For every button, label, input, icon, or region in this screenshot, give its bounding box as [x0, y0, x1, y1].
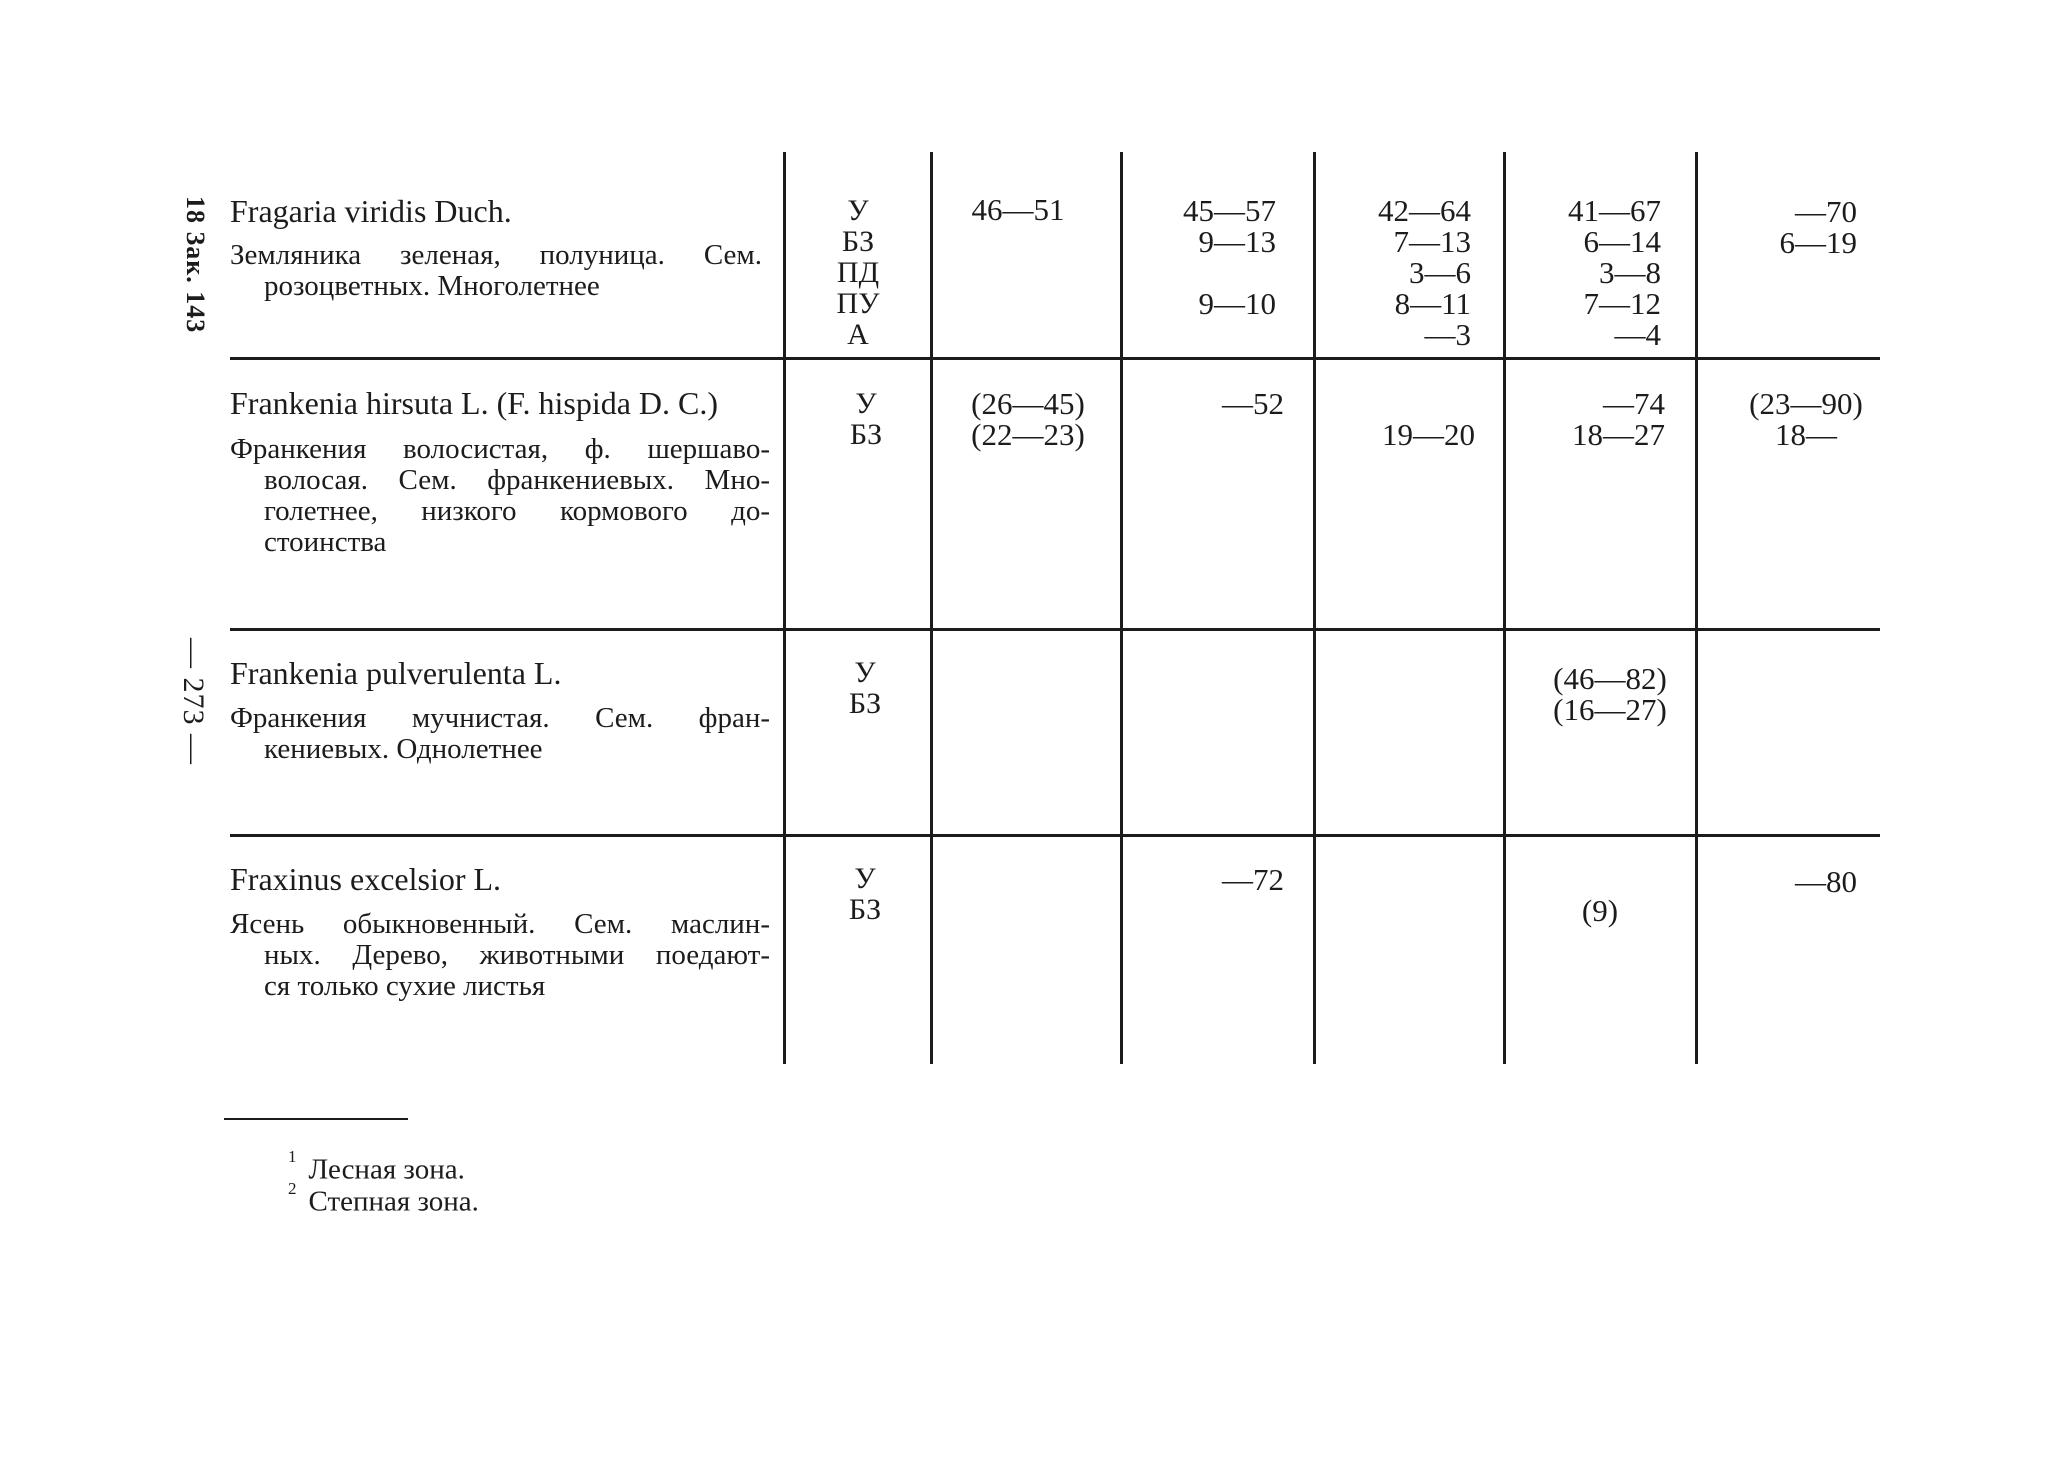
species-description — [230, 240, 762, 302]
zone-codes: У БЗ — [849, 387, 883, 451]
species-description — [230, 909, 770, 1002]
value-cell: 46—51 — [971, 192, 1065, 227]
value-cell: —74 18—27 — [1572, 386, 1665, 452]
value-cell: 42—64 7—13 3—6 8—11 —3 — [1378, 193, 1471, 352]
value-cell: (23—90) 18— — [1749, 386, 1863, 452]
description-line: голетнее, низкого кормового до- — [264, 495, 770, 527]
page-number: — 273 — — [177, 638, 210, 765]
description-line: Земляника зеленая, полуница. Сем. — [230, 239, 762, 271]
species-latin-name: Fraxinus excelsior L. — [230, 861, 502, 897]
value-cell: —52 — [1222, 386, 1284, 421]
value-cell: —80 — [1795, 864, 1857, 899]
column-divider — [783, 152, 786, 1064]
description-line: ся только сухие листья — [264, 970, 546, 1002]
description-line: Ясень обыкновенный. Сем. маслин- — [230, 908, 770, 940]
value-cell: —72 — [1222, 862, 1284, 897]
description-line: кениевых. Однолетнее — [264, 733, 543, 765]
species-description — [230, 703, 770, 765]
description-line: Франкения мучнистая. Сем. фран- — [230, 702, 770, 734]
value-cell: (9) — [1581, 893, 1619, 928]
footnote: $^1$ Лесная зона. — [288, 1147, 465, 1186]
description-line: ных. Дерево, животными поедают- — [264, 939, 770, 971]
margin-signature: 18 Зак. 143 — [181, 196, 210, 334]
value-cell: 19—20 — [1382, 417, 1475, 452]
row-divider — [230, 834, 1880, 837]
row-divider — [230, 357, 1880, 360]
value-cell: —70 6—19 — [1779, 194, 1857, 260]
zone-codes: У БЗ ПД ПУ А — [836, 194, 880, 351]
value-cell: 45—57 9—13 9—10 — [1183, 193, 1276, 321]
value-cell: 41—67 6—14 3—8 7—12 —4 — [1568, 193, 1661, 352]
footnote-rule — [224, 1118, 408, 1120]
species-latin-name: Frankenia hirsuta L. (F. hispida D. C.) — [230, 385, 719, 421]
zone-codes: У БЗ — [848, 656, 882, 720]
zone-codes: У БЗ — [848, 862, 882, 926]
footnote: $^2$ Степная зона. — [288, 1179, 479, 1218]
row-divider — [230, 628, 1880, 631]
value-cell: (46—82) (16—27) — [1553, 661, 1667, 727]
description-line: розоцветных. Многолетнее — [264, 270, 600, 302]
column-divider — [930, 152, 933, 1064]
column-divider — [1695, 152, 1698, 1064]
value-cell: (26—45) (22—23) — [971, 386, 1085, 452]
species-description — [230, 434, 770, 558]
species-latin-name: Fragaria viridis Duch. — [230, 193, 512, 229]
species-latin-name: Frankenia pulverulenta L. — [230, 655, 562, 691]
description-line: стоинства — [264, 526, 387, 558]
description-line: Франкения волосистая, ф. шершаво- — [230, 433, 770, 465]
description-line: волосая. Сем. франкениевых. Мно- — [264, 464, 770, 496]
